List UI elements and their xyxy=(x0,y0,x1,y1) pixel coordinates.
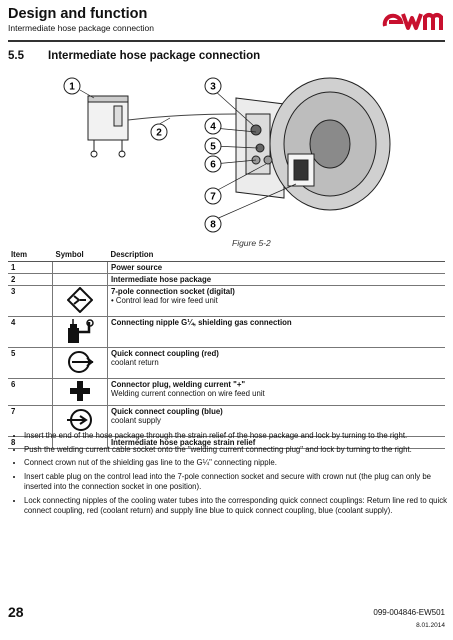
table-row xyxy=(8,274,445,286)
callout-2-label: 2 xyxy=(156,127,162,139)
page-title: Design and function xyxy=(8,6,148,22)
callout-3 xyxy=(205,78,221,94)
hose-connection-figure xyxy=(60,74,400,244)
callout-4-label: 4 xyxy=(210,121,216,133)
callout-6-label: 6 xyxy=(210,159,216,171)
callout-5-label: 5 xyxy=(210,141,216,153)
table-row xyxy=(8,286,445,317)
description-cell xyxy=(108,348,446,379)
document-number: 099-004846-EW501 xyxy=(373,608,445,617)
item-number: 5 xyxy=(8,348,53,379)
wire-feeder-drawing xyxy=(236,78,390,210)
symbol-cell xyxy=(53,286,108,317)
item-title: Intermediate hose package xyxy=(111,275,212,284)
gas-nipple-icon xyxy=(65,318,95,344)
coolant-supply-icon xyxy=(66,407,94,433)
instruction-list xyxy=(12,431,452,520)
list-item: • Lock connecting nipples of the cooling water tubes into the corresponding quick connect couplings: Return line red to quick connect coupling, red (coolant return) and supply line blue to quick connect coupling, blue (coolant supply). xyxy=(24,496,452,517)
item-detail: Welding current connection on wire feed unit xyxy=(111,389,265,398)
list-item: • Connect crown nut of the shielding gas line to the G¼" connecting nipple. xyxy=(24,458,452,469)
hose-connection-drawing xyxy=(60,74,400,244)
description-cell xyxy=(108,286,446,317)
item-title: 7-pole connection socket (digital) xyxy=(111,287,235,296)
section-number: 5.5 xyxy=(8,50,24,62)
description-cell xyxy=(108,317,446,348)
item-detail: coolant supply xyxy=(111,416,161,425)
list-item: • Push the welding current cable socket onto the "welding current connecting plug" and lock by turning to the right. xyxy=(24,445,452,456)
item-detail: coolant return xyxy=(111,358,159,367)
callout-3-label: 3 xyxy=(210,81,216,93)
table-row xyxy=(8,262,445,274)
list-item: • Insert the end of the hose package through the strain relief of the hose package and lock by turning to the right. xyxy=(24,431,452,442)
section-heading xyxy=(8,50,260,62)
power-source-drawing xyxy=(88,96,128,157)
table-row xyxy=(8,348,445,379)
callout-2 xyxy=(151,124,167,140)
figure-caption: Figure 5-2 xyxy=(232,238,271,248)
section-title: Intermediate hose package connection xyxy=(48,50,261,62)
callout-1-label: 1 xyxy=(69,81,75,93)
item-title: Intermediate hose package strain relief xyxy=(111,438,256,447)
item-title: Power source xyxy=(111,263,163,272)
symbol-cell xyxy=(53,317,108,348)
legend-header-row xyxy=(8,248,445,262)
page-subtitle: Intermediate hose package connection xyxy=(8,23,155,33)
page-header xyxy=(8,6,445,33)
legend-table xyxy=(8,248,445,449)
table-row xyxy=(8,317,445,348)
plus-icon xyxy=(69,380,91,402)
callout-8-label: 8 xyxy=(210,219,216,231)
document-date: 8.01.2014 xyxy=(416,622,445,629)
ewm-logo xyxy=(381,8,445,39)
item-number: 7 xyxy=(8,406,53,437)
symbol-cell xyxy=(53,379,108,406)
symbol-cell xyxy=(53,348,108,379)
item-detail: • Control lead for wire feed unit xyxy=(111,296,218,305)
symbol-column-header: Symbol xyxy=(53,248,108,262)
hose-line xyxy=(128,114,236,120)
item-number: 3 xyxy=(8,286,53,317)
item-title: Quick connect coupling (blue) xyxy=(111,407,223,416)
callout-8 xyxy=(205,216,221,232)
item-number: 1 xyxy=(8,262,53,274)
item-title: Quick connect coupling (red) xyxy=(111,349,219,358)
item-column-header: Item xyxy=(8,248,53,262)
item-number: 2 xyxy=(8,274,53,286)
control-socket-icon xyxy=(67,287,93,313)
ewm-logo-icon xyxy=(381,8,445,34)
callout-7 xyxy=(205,188,221,204)
item-number: 6 xyxy=(8,379,53,406)
callout-7-label: 7 xyxy=(210,191,216,203)
symbol-cell xyxy=(53,262,108,274)
description-cell xyxy=(108,262,446,274)
callout-5 xyxy=(205,138,221,154)
callout-1 xyxy=(64,78,80,94)
callout-6 xyxy=(205,156,221,172)
callout-4 xyxy=(205,118,221,134)
item-title: Connecting nipple G¼, shielding gas connection xyxy=(111,318,292,327)
list-item: • Insert cable plug on the control lead into the 7-pole connection socket and secure with crown nut (the plug can only be inserted into the connection socket in one position). xyxy=(24,472,452,493)
coolant-return-icon xyxy=(66,349,94,375)
item-number: 4 xyxy=(8,317,53,348)
description-cell xyxy=(108,379,446,406)
header-rule xyxy=(8,40,445,42)
item-title: Connector plug, welding current "+" xyxy=(111,380,246,389)
description-column-header: Description xyxy=(108,248,446,262)
symbol-cell xyxy=(53,274,108,286)
item-number: 8 xyxy=(8,437,53,449)
page-number: 28 xyxy=(8,604,24,620)
description-cell xyxy=(108,274,446,286)
table-row xyxy=(8,379,445,406)
